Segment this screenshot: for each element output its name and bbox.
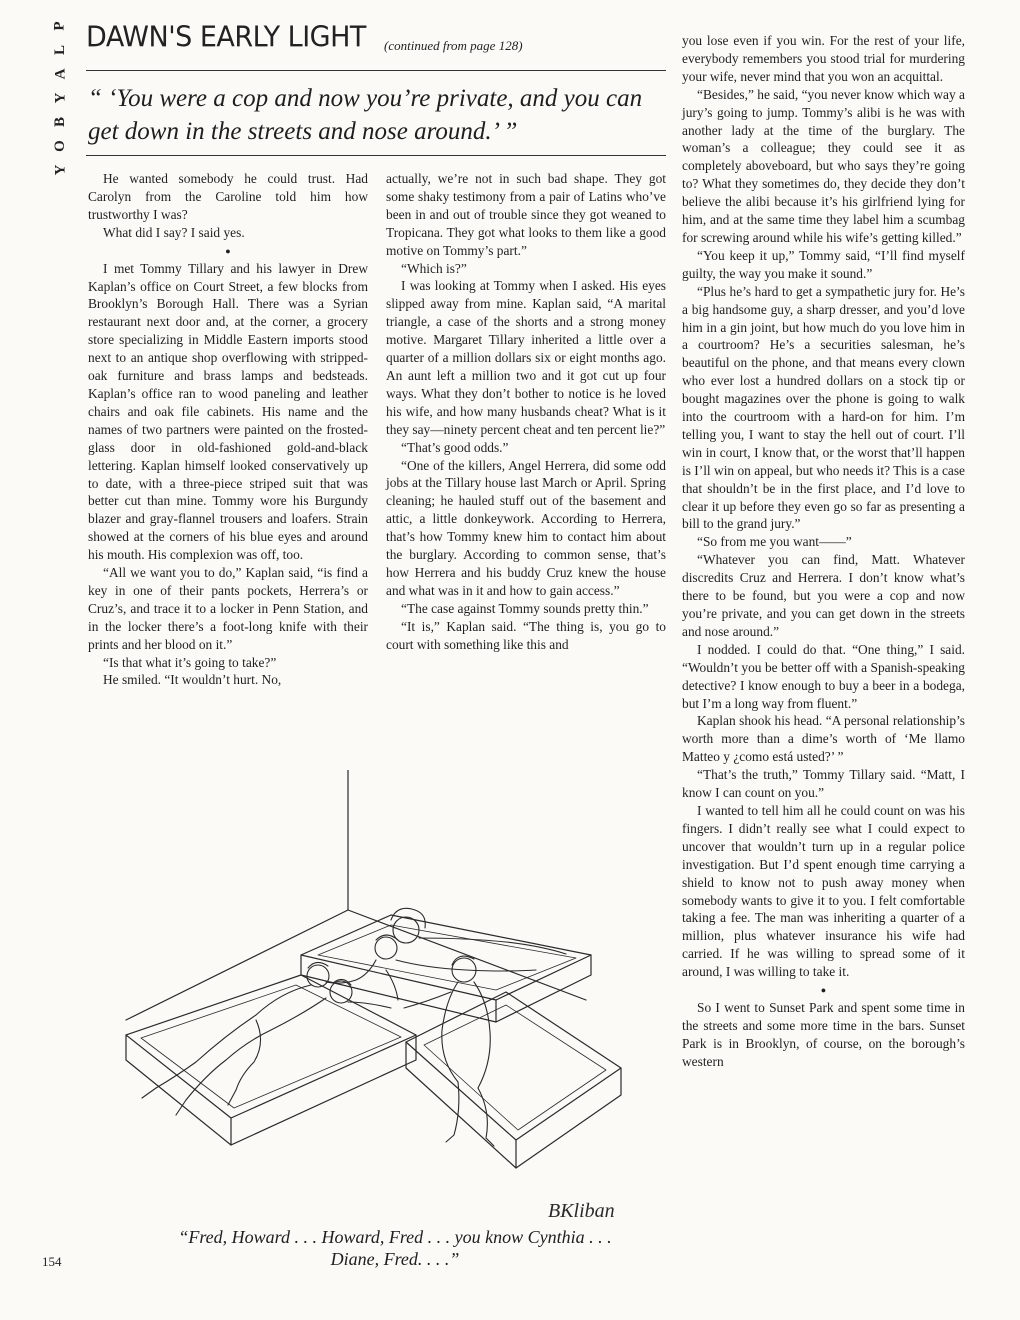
cartoon-caption: “Fred, Howard . . . Howard, Fred . . . you know Cynthia . . . Diane, Fred. . . .” [178, 1227, 612, 1269]
figure-back [326, 908, 566, 1000]
paragraph: “Plus he’s hard to get a sympathetic jury for. He’s a big handsome guy, a sharp dresser, and you’d love him in a gin joint, but how much do you love him in a courtroom? He’s a securities salesman, he’s beautiful on the phone, and that means every clown who ever lost a hundred dollars on a stock tip or bought magazines over the phone is going to walk into the courtroom with a hard-on for him. I’m telling you, I want to stay the hell out of court. I’ll win in court, I know that, or the worst that’ll happen is I’ll win on appeal, but who needs it? This is a case that shouldn’t be in the first place, and I’d love to clear it up before they even go so far as presenting a bill to the grand jury.” [682, 283, 965, 532]
masthead-letter: Y [52, 164, 68, 176]
paragraph: “That’s the truth,” Tommy Tillary said. “Matt, I know I can count on you.” [682, 767, 965, 801]
masthead-letter: A [52, 68, 68, 80]
paragraph: I met Tommy Tillary and his lawyer in Drew Kaplan’s office on Court Street, a few blocks from Brooklyn’s Borough Hall. There was a Syrian restaurant next door and, at the corner, a grocery store specializing in Middle Eastern imports stood next to an antique shop overflowing with stripped-oak furniture and brass lamps and bedsteads. Kaplan’s office ran to wood paneling and leather chairs and oak file cabinets. His name and the names of two partners were painted on the frosted-glass door in old-fashioned gold-and-black lettering. Kaplan himself looked conservatively up to date, with a three-piece striped suit that was better cut than mine. Tommy wore his Burgundy blazer and gray-flannel trousers and loafers. Strain showed at the corners of his blue eyes and around his mouth. His complexion was off, too. [88, 260, 368, 563]
figure-left [142, 962, 391, 1115]
paragraph: “So from me you want——” [697, 534, 852, 550]
continued-note: (continued from page 128) [384, 38, 523, 53]
paragraph: “Whatever you can find, Matt. Whatever discredits Cruz and Herrera. I don’t know what’s there to be found, but you were a cop and now you’re private, and you can get down in the streets and nose around.” [682, 552, 965, 639]
masthead-letter: B [51, 116, 68, 128]
pull-quote: “ ‘You were a cop and now you’re private, and you can get down in the streets and nose around.’ ” [88, 85, 643, 145]
mattress-left [126, 975, 416, 1145]
paragraph: “Besides,” he said, “you never know which way a jury’s going to jump. Tommy’s alibi is he was with another lady at the time of the burglary. The woman’s a colleague; they could see it as completely aboveboard, but who says they’re going to? What they sometimes do, they decide they don’t believe the alibi because it’s his girlfriend lying for him, and at the same time they label him a scumbag for screwing around while his wife’s getting killed.” [682, 86, 965, 245]
mattress-right [406, 992, 621, 1168]
paragraph: “That’s good odds.” [401, 439, 509, 455]
cartoon-illustration [86, 770, 666, 1225]
paragraph: So I went to Sunset Park and spent some time in the streets and some more time in the bars. Sunset Park is in Brooklyn, of course, on the borough’s western [682, 1000, 965, 1069]
paragraph: “All we want you to do,” Kaplan said, “is find a key in one of their pants pockets, Herrera’s or Cruz’s, and trace it to a locker in Penn Station, and in the locker there’s a foot-long knife with their prints and her blood on it.” [88, 565, 368, 652]
paragraph: “You keep it up,” Tommy said, “I’ll find myself guilty, the way you make it sound.” [682, 247, 965, 281]
text-column-3 [682, 32, 965, 1071]
paragraph: He wanted somebody he could trust. Had Carolyn from the Caroline told him how trustworthy I was? [88, 171, 368, 222]
paragraph: He smiled. “It wouldn’t hurt. No, [103, 672, 282, 688]
floor-line [348, 910, 586, 1000]
paragraph: I wanted to tell him all he could count on was his fingers. I didn’t really see what I could expect to uncover that wouldn’t turn up in a regular police investigation. But I’d spent enough time carrying a shield to know not to push away money when somebody wants to give it to you. I felt comfortable taking a fee. The man was inheriting a quarter of a million, plus whatever insurance his wife had carried. If he was willing to spread some of it around, I was willing to take it. [682, 802, 965, 980]
story-rubric: DAWN'S EARLY LIGHT [86, 21, 366, 54]
section-bullet: ● [820, 985, 827, 996]
paragraph: actually, we’re not in such bad shape. They got some shaky testimony from a pair of Latins who’ve been in and out of trouble since they got weaned to Tropicana. They got what looks to them like a good motive on Tommy’s part.” [386, 171, 666, 258]
masthead-letter: P [51, 21, 68, 31]
paragraph: “Which is?” [401, 260, 467, 276]
masthead-letter: L [51, 44, 68, 56]
paragraph: I nodded. I could do that. “One thing,” I said. “Wouldn’t you be better off with a Spanish-speaking detective? I know enough to buy a beer in a bodega, but I’m a long way from fluent.” [682, 641, 965, 711]
paragraph: “One of the killers, Angel Herrera, did some odd jobs at the Tillary house last March or April. Spring cleaning; he hauled stuff out of the basement and attic, a little donkeywork. According to Herrera, that’s how Tommy knew him to contact him about the burglary. According to common sense, that’s how Herrera and his buddy Cruz knew the house and what was in it and how to gain access.” [386, 457, 666, 598]
paragraph: I was looking at Tommy when I asked. His eyes slipped away from mine. Kaplan said, “A marital triangle, a case of the shorts and a strong money motive. Margaret Tillary inherited a little over a quarter of a million dollars six or eight months ago. An aunt left a million two and it got cut up four ways. What they don’t bother to notice is he loved his wife, and how many husbands cheat? What is it they say—ninety percent cheat and ten percent lie?” [386, 278, 666, 437]
masthead [50, 14, 70, 182]
masthead-letter: Y [52, 92, 68, 104]
text-column-1 [88, 170, 368, 689]
page-number: 154 [42, 1254, 62, 1269]
paragraph: “It is,” Kaplan said. “The thing is, you go to court with something like this and [386, 618, 666, 652]
divider-rule [86, 155, 666, 156]
figure-right [404, 956, 494, 1146]
paragraph: What did I say? I said yes. [103, 224, 245, 240]
masthead-letter: O [51, 140, 68, 152]
artist-signature: BKliban [548, 1200, 615, 1222]
section-bullet: ● [225, 245, 231, 256]
paragraph: “The case against Tommy sounds pretty thin.” [401, 600, 649, 616]
paragraph: you lose even if you win. For the rest of your life, everybody remembers you stood trial for murdering your wife, never mind that you won an acquittal. [682, 33, 965, 84]
paragraph: “Is that what it’s going to take?” [103, 654, 277, 670]
divider-rule [86, 70, 666, 71]
text-column-2 [386, 170, 666, 653]
paragraph: Kaplan shook his head. “A personal relationship’s worth more than a dime’s worth of ‘Me llamo Matteo y ¿como está usted?’ ” [682, 713, 965, 765]
